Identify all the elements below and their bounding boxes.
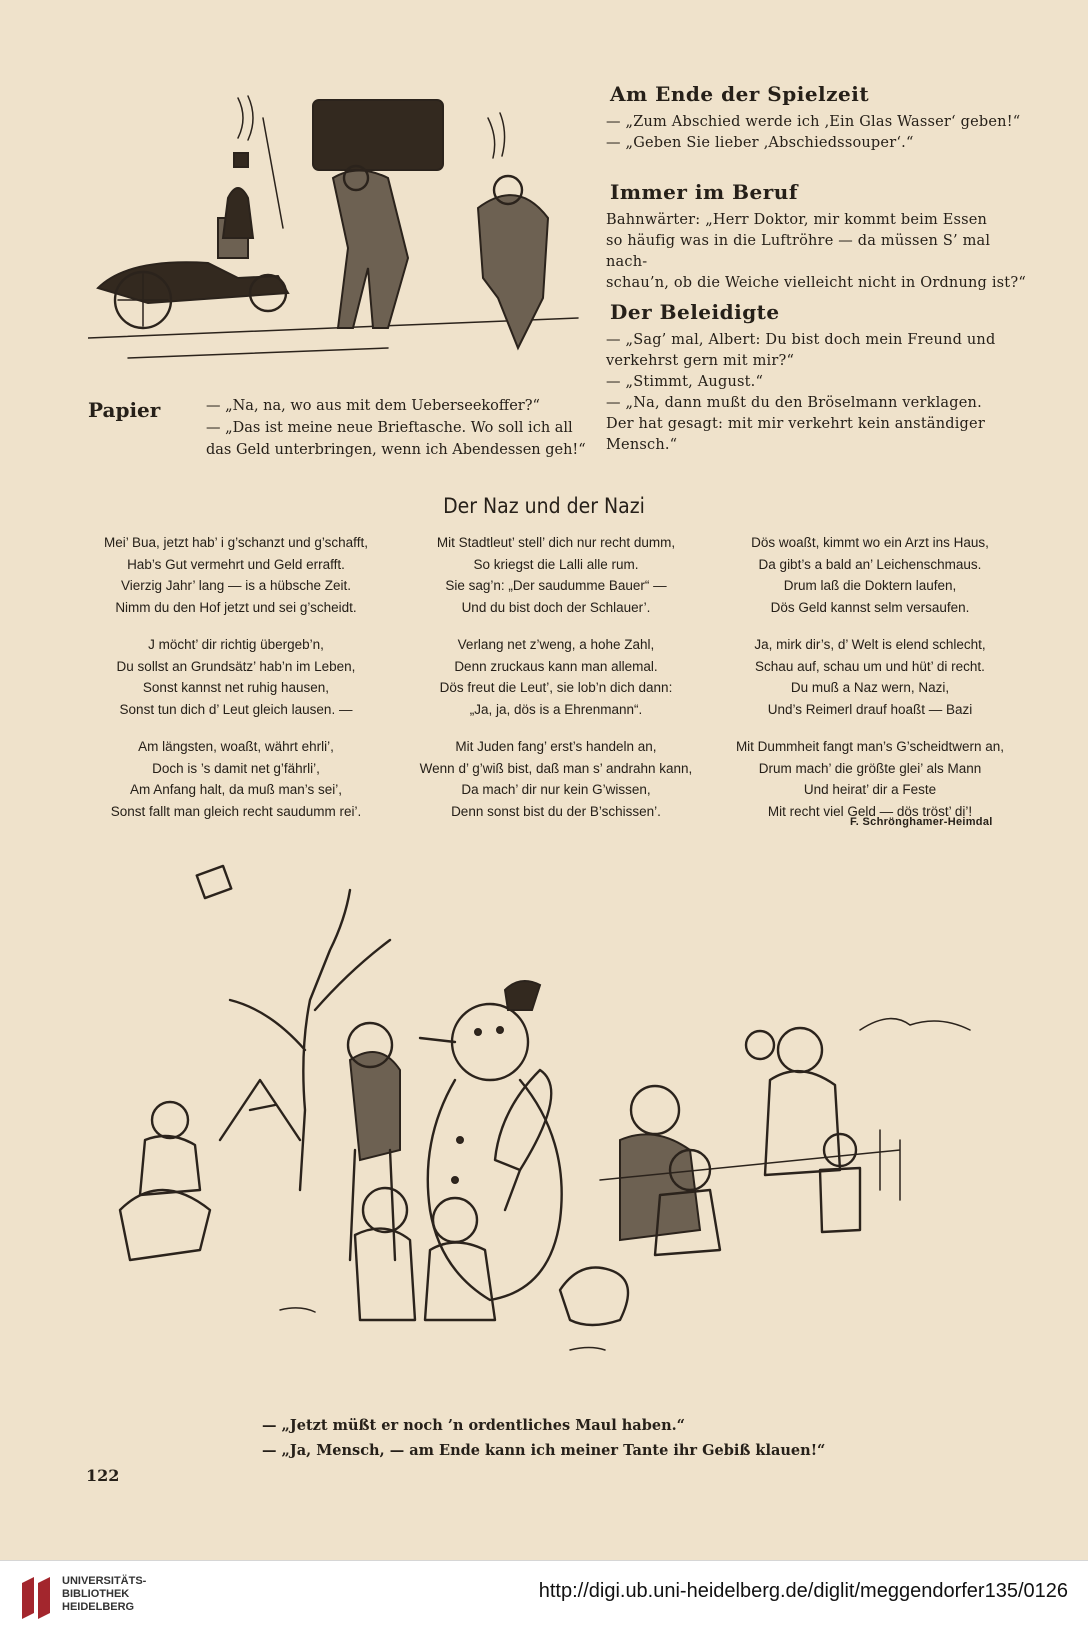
joke-body-1 [606, 112, 1026, 154]
joke-title-1: Am Ende der Spielzeit [610, 82, 870, 106]
poem-line: Sie sag’n: „Der saudumme Bauer“ — [445, 578, 667, 593]
joke-title-2: Immer im Beruf [610, 180, 798, 204]
poem-column-1 [76, 532, 396, 838]
page-number: 122 [86, 1466, 120, 1485]
poem-line: Nimm du den Hof jetzt und sei g’scheidt. [115, 599, 357, 615]
poem-line: Am Anfang halt, da muß man’s sei’, [129, 782, 343, 797]
joke-line: Der hat gesagt: mit mir verkehrt kein anständiger [606, 416, 985, 432]
poem-line: „Ja, ja, dös is a Ehrenmann“. [469, 701, 643, 717]
poem-stanza [76, 532, 396, 618]
joke-body-2 [606, 210, 1026, 294]
poem-title: Der Naz und der Nazi [443, 494, 645, 518]
poem-stanza [76, 634, 396, 720]
library-name [62, 1575, 146, 1614]
poem-line: Ja, mirk dir’s, d’ Welt is elend schlecht, [754, 637, 986, 652]
poem-stanza [396, 634, 716, 720]
joke-line: schau’n, ob die Weiche vielleicht nicht in Ordnung ist?“ [606, 275, 1026, 291]
poem-line: Doch is ’s damit net g’fährli’, [152, 760, 320, 776]
joke-line: — „Na, dann mußt du den Bröselmann verklagen. [606, 395, 982, 411]
permalink-url[interactable]: http://digi.ub.uni-heidelberg.de/diglit/meggendorfer135/0126 [538, 1580, 1068, 1602]
poem-line: Mei’ Bua, jetzt hab’ i g’schanzt und g’schafft, [104, 535, 368, 550]
poem-line: Drum laß die Doktern laufen, [783, 578, 957, 593]
poem-line: Und heirat’ dir a Feste [803, 782, 937, 797]
poem-line: Vierzig Jahr’ lang — is a hübsche Zeit. [120, 578, 352, 593]
joke-line: — „Sag’ mal, Albert: Du bist doch mein Freund und [606, 332, 996, 348]
joke-title-3: Der Beleidigte [610, 300, 780, 324]
caption-line: — „Jetzt müßt er noch ’n ordentliches Maul haben.“ [262, 1417, 685, 1434]
viewer-footer [0, 1560, 1088, 1635]
poem-stanza [710, 634, 1030, 720]
poem-line: Sonst fallt man gleich recht saudumm rei’. [110, 803, 362, 819]
snowman-children-illustration [100, 850, 1040, 1395]
poem-line: Du muß a Naz wern, Nazi, [790, 680, 950, 695]
poem-line: Denn sonst bist du der B’schissen’. [451, 803, 661, 819]
university-logo-icon [20, 1577, 54, 1623]
poem-line: So kriegst die Lalli alle rum. [473, 556, 639, 572]
library-name-line: UNIVERSITÄTS- [62, 1575, 147, 1587]
poem-line: J möcht’ dir richtig übergeb’n, [148, 637, 324, 652]
papier-line: — „Das ist meine neue Brieftasche. Wo soll ich all [206, 420, 573, 436]
joke-line: — „Geben Sie lieber ‚Abschiedssouper‘.“ [606, 135, 914, 151]
poem-line: Verlang net z’weng, a hohe Zahl, [457, 637, 655, 652]
joke-line: — „Stimmt, August.“ [606, 374, 764, 390]
joke-body-3 [606, 330, 1026, 456]
poem-line: Mit Juden fang’ erst’s handeln an, [455, 739, 657, 754]
poem-line: Und’s Reimerl drauf hoaßt — Bazi [767, 701, 973, 717]
poem-line: Sonst tun dich d’ Leut gleich lausen. — [119, 701, 353, 717]
poem-line: Mit recht viel Geld — dös tröst’ di’! [767, 803, 973, 819]
library-name-line: BIBLIOTHEK [62, 1588, 130, 1600]
joke-line: so häufig was in die Luftröhre — da müssen S’ mal nach- [606, 233, 991, 270]
papier-line: — „Na, na, wo aus mit dem Ueberseekoffer?“ [206, 398, 540, 414]
poem-column-2 [396, 532, 716, 838]
poem-stanza [396, 532, 716, 618]
poem-line: Denn zruckaus kann man allemal. [454, 658, 658, 674]
poem-line: Dös Geld kannst selm versaufen. [770, 599, 970, 615]
poem-line: Am längsten, woaßt, währt ehrli’, [138, 739, 334, 754]
poem-author: F. Schrönghamer-Heimdal [850, 816, 993, 828]
poem-stanza [710, 532, 1030, 618]
joke-line: Mensch.“ [606, 437, 678, 453]
papier-caption [206, 395, 588, 461]
poem-line: Drum mach’ die größte glei’ als Mann [758, 760, 982, 776]
poem-line: Hab’s Gut vermehrt und Geld errafft. [127, 556, 345, 572]
poem-line: Mit Stadtleut’ stell’ dich nur recht dumm, [436, 535, 676, 550]
suitcase-carriage-illustration [88, 78, 588, 378]
poem-line: Schau auf, schau um und hüt’ di recht. [755, 658, 985, 674]
joke-line: — „Zum Abschied werde ich ‚Ein Glas Wasser‘ geben!“ [606, 114, 1021, 130]
poem-stanza [396, 736, 716, 822]
snowman-caption [262, 1413, 825, 1463]
poem-line: Du sollst an Grundsätz’ hab’n im Leben, [116, 658, 356, 674]
poem-column-3 [710, 532, 1030, 838]
poem-stanza [710, 736, 1030, 822]
joke-line: Bahnwärter: „Herr Doktor, mir kommt beim Essen [606, 212, 988, 228]
poem-line: Mit Dummheit fangt man’s G’scheidtwern an, [735, 739, 1005, 754]
poem-line: Da mach’ dir nur kein G’wissen, [461, 782, 651, 797]
poem-line: Dös freut die Leut’, sie lob’n dich dann: [439, 680, 673, 695]
poem-line: Da gibt’s a bald an’ Leichenschmaus. [758, 556, 982, 572]
joke-line: verkehrst gern mit mir?“ [606, 353, 795, 369]
caption-line: — „Ja, Mensch, — am Ende kann ich meiner Tante ihr Gebiß klauen!“ [262, 1442, 826, 1459]
poem-line: Sonst kannst net ruhig hausen, [142, 680, 330, 695]
poem-line: Und du bist doch der Schlauer’. [461, 599, 651, 615]
papier-line: das Geld unterbringen, wenn ich Abendessen geh!“ [206, 442, 586, 458]
poem-line: Dös woaßt, kimmt wo ein Arzt ins Haus, [751, 535, 989, 550]
poem-line: Wenn d’ g’wiß bist, daß man s’ andrahn kann, [419, 760, 693, 776]
library-name-line: HEIDELBERG [62, 1601, 135, 1613]
papier-label: Papier [88, 398, 161, 422]
poem-stanza [76, 736, 396, 822]
